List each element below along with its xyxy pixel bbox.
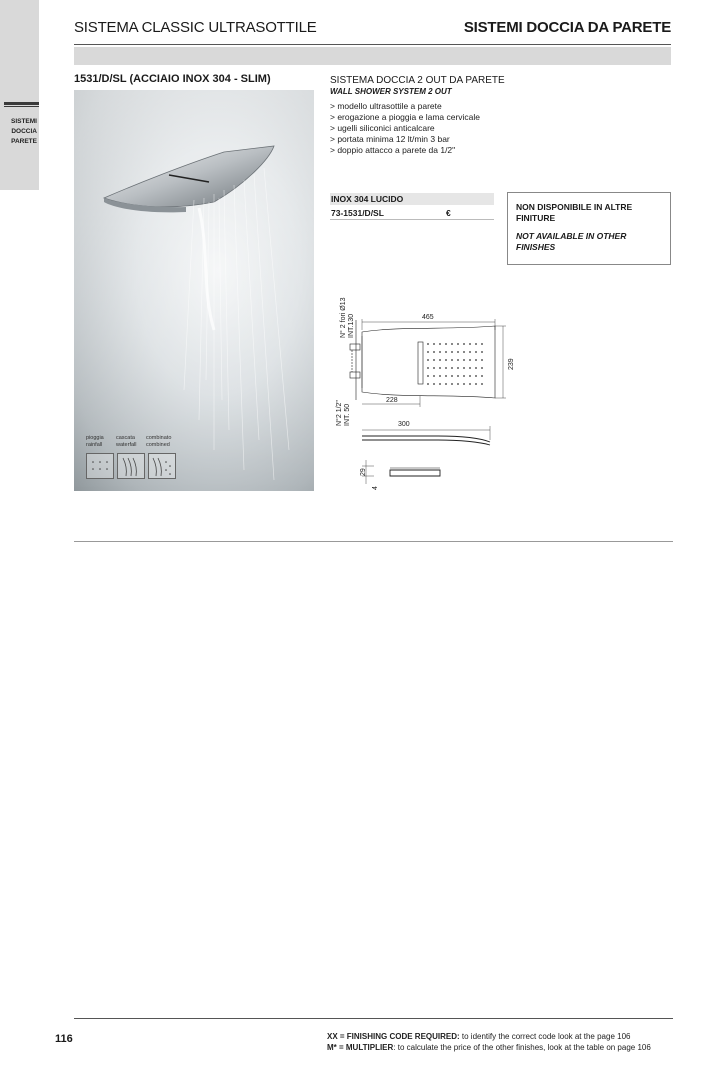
int-130-label: INT.130 xyxy=(348,313,355,338)
availability-en: NOT AVAILABLE IN OTHER FINISHES xyxy=(516,231,627,252)
int-50-label: INT. 50 xyxy=(344,403,351,426)
projection-dimension: 300 xyxy=(398,421,410,428)
technical-drawing xyxy=(330,280,530,495)
availability-it: NON DISPONIBILE IN ALTRE FINITURE xyxy=(516,202,633,223)
waterfall-icon xyxy=(117,453,145,479)
footnote-m xyxy=(327,1042,651,1053)
price-currency: € xyxy=(446,208,451,218)
header-band xyxy=(74,47,671,65)
rainfall-icon xyxy=(86,453,114,479)
mode-it: pioggia xyxy=(86,435,104,441)
description-title-it: SISTEMA DOCCIA 2 OUT DA PARETE xyxy=(330,75,505,86)
footnote-m-text: : to calculate the price of the other finishes, look at the table on page 106 xyxy=(393,1043,651,1052)
mode-label-waterfall xyxy=(116,435,148,449)
mode-it: cascata xyxy=(116,435,135,441)
feature-item: > portata minima 12 lt/min 3 bar xyxy=(330,134,450,144)
thickness-dimension: 4 xyxy=(372,486,379,490)
side-tab-label xyxy=(0,117,39,147)
series-title: SISTEMA CLASSIC ULTRASOTTILE xyxy=(74,19,317,36)
footnote-xx-text: to identify the correct code look at the page 106 xyxy=(459,1032,631,1041)
header-divider xyxy=(74,44,671,45)
tab-marker-line xyxy=(4,106,39,107)
mode-it: combinato xyxy=(146,435,172,441)
article-code: 73-1531/D/SL xyxy=(331,208,384,218)
mode-en: rainfall xyxy=(86,442,103,448)
mode-en: combined xyxy=(146,442,170,448)
product-photo xyxy=(74,90,314,491)
holes-label: N° 2 fori Ø13 xyxy=(340,297,347,338)
feature-item: > erogazione a pioggia e lama cervicale xyxy=(330,112,481,122)
offset-dimension: 228 xyxy=(386,397,398,404)
finish-label: INOX 304 LUCIDO xyxy=(331,194,404,204)
combined-icon xyxy=(148,453,176,479)
tab-marker xyxy=(4,102,39,105)
product-code-title: 1531/D/SL (ACCIAIO INOX 304 - SLIM) xyxy=(74,73,271,85)
mode-en: waterfall xyxy=(116,442,137,448)
footnote-m-key: M* = MULTIPLIER xyxy=(327,1043,394,1052)
section-title: SISTEMI DOCCIA DA PARETE xyxy=(463,19,671,36)
feature-item: > ugelli siliconici anticalcare xyxy=(330,123,435,133)
width-dimension: 465 xyxy=(422,314,434,321)
mode-label-rainfall xyxy=(86,435,118,449)
side-tab-line: DOCCIA xyxy=(11,128,37,135)
section-divider xyxy=(74,541,673,542)
footnote-xx-key: XX = FINISHING CODE REQUIRED: xyxy=(327,1032,460,1041)
depth-dimension: 239 xyxy=(508,358,515,370)
height-dimension: 29 xyxy=(360,468,367,476)
footer-divider xyxy=(74,1018,673,1019)
page-number: 116 xyxy=(55,1033,73,1045)
side-tab-line: PARETE xyxy=(11,138,37,145)
price-underline xyxy=(330,219,494,220)
side-tab-line: SISTEMI xyxy=(10,118,37,125)
section-side-tab xyxy=(0,0,39,190)
mode-label-combined xyxy=(146,435,178,449)
footnotes xyxy=(327,1031,651,1053)
feature-list xyxy=(330,101,480,156)
conn-label: N°2 1/2" xyxy=(336,400,343,426)
description-title-en: WALL SHOWER SYSTEM 2 OUT xyxy=(330,87,452,96)
shower-head-illustration xyxy=(74,90,314,491)
availability-note xyxy=(507,192,671,265)
feature-item: > modello ultrasottile a parete xyxy=(330,101,442,111)
feature-item: > doppio attacco a parete da 1/2" xyxy=(330,145,456,155)
footnote-xx xyxy=(327,1031,651,1042)
